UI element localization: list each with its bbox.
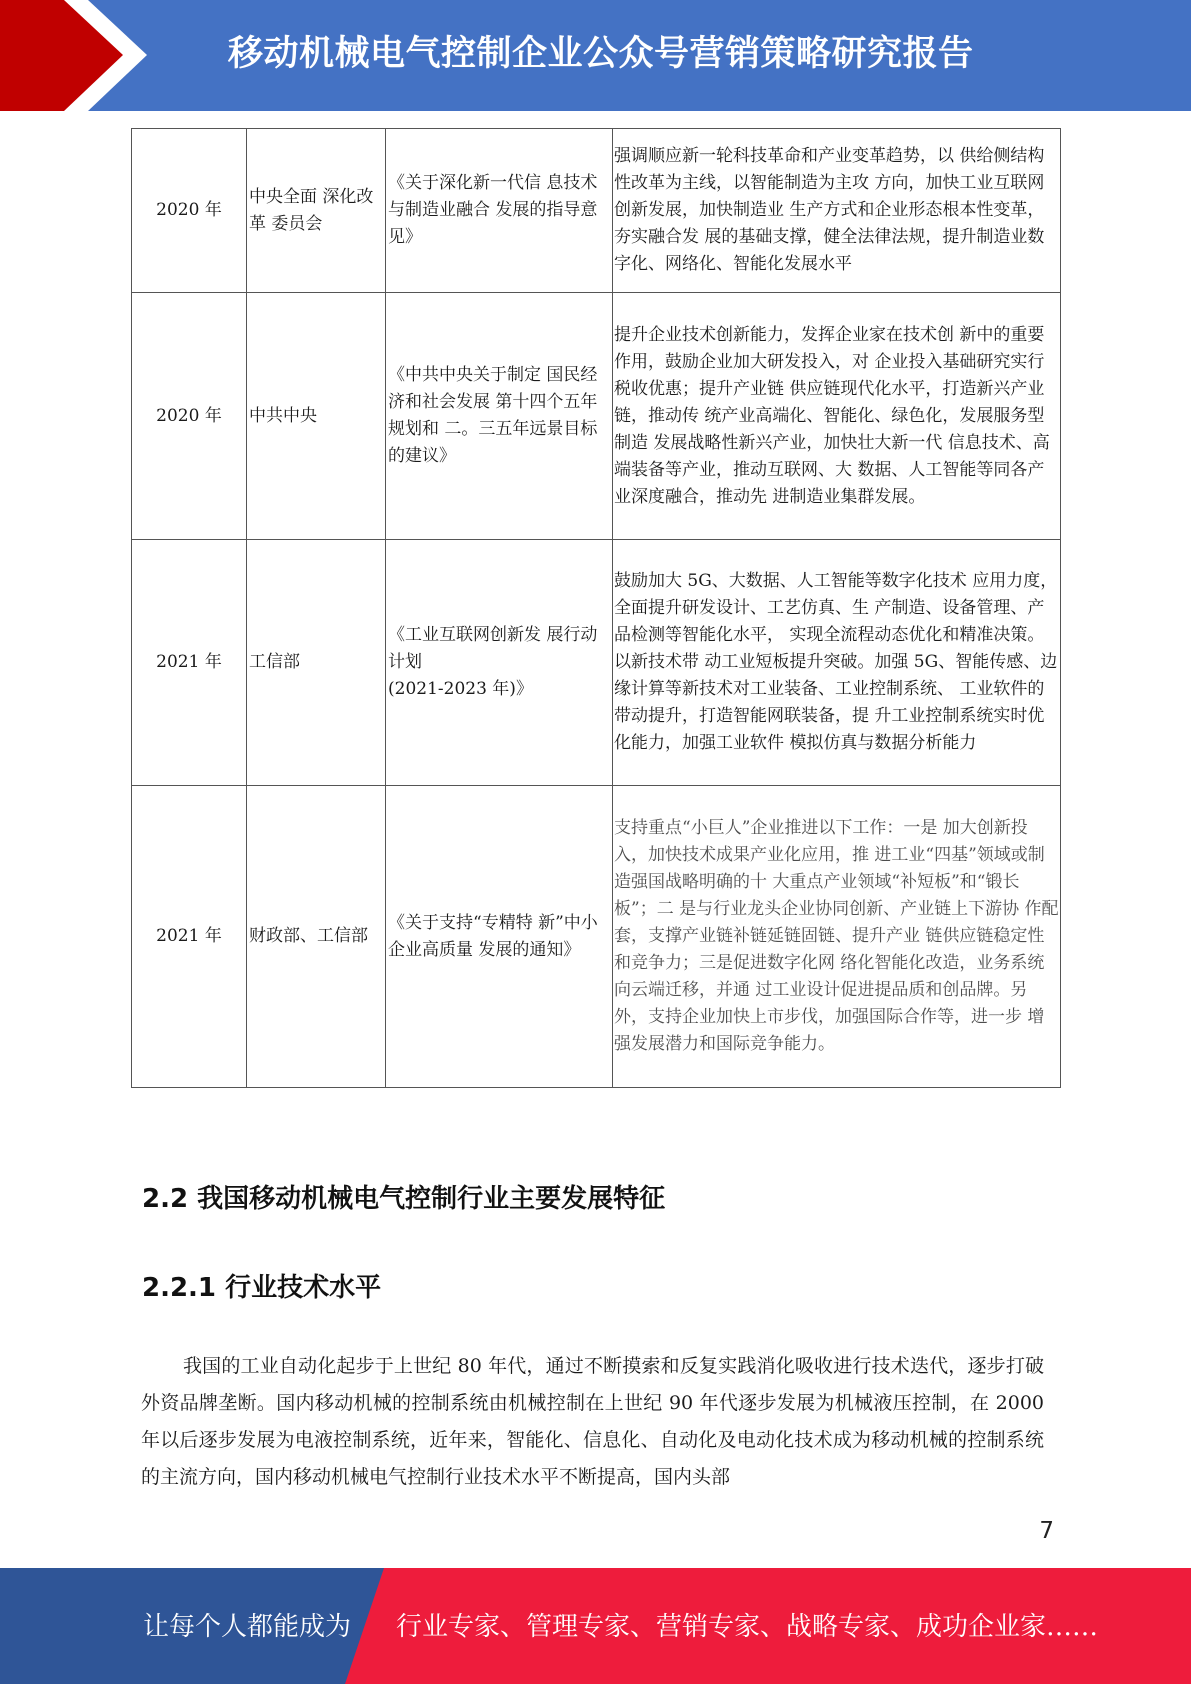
policy-year: 2020 年 — [132, 129, 247, 293]
policy-year: 2021 年 — [132, 786, 247, 1088]
policy-document: 《关于支持“专精特 新”中小企业高质量 发展的通知》 — [386, 786, 613, 1088]
policy-issuer: 中共中央 — [247, 293, 386, 540]
report-title: 移动机械电气控制企业公众号营销策略研究报告 — [228, 34, 974, 74]
policy-issuer: 中央全面 深化改革 委员会 — [247, 129, 386, 293]
policy-table — [131, 128, 1061, 1088]
policy-content: 支持重点“小巨人”企业推进以下工作：一是 加大创新投入，加快技术成果产业化应用，推 进工业“四基”领域或制造强国战略明确的十 大重点产业领域“补短板”和“锻长板”；二 是与行业龙头企业协同创新、产业链上下游协 作配套，支撑产业链补链延链固链、提升产业 链供应链稳定性和竞争力；三是促进数字化网 络化智能化改造，业务系统向云端迁移，并通 过工业设计促进提品质和创品牌。另外，支持企业加快上市步伐，加强国际合作等，进一步 增强发展潜力和国际竞争能力。 — [613, 786, 1061, 1088]
policy-year: 2021 年 — [132, 540, 247, 786]
policy-document: 《中共中央关于制定 国民经济和社会发展 第十四个五年规划和 二。三五年远景目标 的建议》 — [386, 293, 613, 540]
policy-issuer: 财政部、工信部 — [247, 786, 386, 1088]
policy-document: 《工业互联网创新发 展行动计划 (2021-2023 年)》 — [386, 540, 613, 786]
policy-issuer: 工信部 — [247, 540, 386, 786]
report-header-band — [0, 0, 1191, 111]
table-row — [132, 786, 1061, 1088]
policy-document: 《关于深化新一代信 息技术与制造业融合 发展的指导意见》 — [386, 129, 613, 293]
policy-content: 鼓励加大 5G、大数据、人工智能等数字化技术 应用力度，全面提升研发设计、工艺仿真、生 产制造、设备管理、产品检测等智能化水平， 实现全流程动态优化和精准决策。以新技术带 动工业短板提升突破。加强 5G、智能传感、边 缘计算等新技术对工业装备、工业控制系统、 工业软件的带动提升，打造智能网联装备，提 升工业控制系统实时优化能力，加强工业软件 模拟仿真与数据分析能力 — [613, 540, 1061, 786]
footer-band — [0, 1568, 1191, 1684]
body-paragraph: 我国的工业自动化起步于上世纪 80 年代，通过不断摸索和反复实践消化吸收进行技术迭代，逐步打破外资品牌垄断。国内移动机械的控制系统由机械控制在上世纪 90 年代逐步发展为机械液压控制，在 2000 年以后逐步发展为电液控制系统，近年来，智能化、信息化、自动化及电动化技术成为移动机械的控制系统的主流方向，国内移动机械电气控制行业技术水平不断提高，国内头部 — [141, 1355, 1044, 1488]
table-row — [132, 293, 1061, 540]
footer-slogan-right: 行业专家、管理专家、营销专家、战略专家、成功企业家…… — [396, 1612, 1099, 1642]
page-number: 7 — [1039, 1518, 1054, 1544]
policy-content: 强调顺应新一轮科技革命和产业变革趋势，以 供给侧结构性改革为主线，以智能制造为主攻 方向，加快工业互联网创新发展，加快制造业 生产方式和企业形态根本性变革，夯实融合发 展的基础支撑，健全法律法规，提升制造业数 字化、网络化、智能化发展水平 — [613, 129, 1061, 293]
footer-slogan-left: 让每个人都能成为 — [143, 1612, 352, 1642]
policy-year: 2020 年 — [132, 293, 247, 540]
table-row — [132, 129, 1061, 293]
red-arrow-decoration — [0, 0, 160, 111]
section-heading: 2.2 我国移动机械电气控制行业主要发展特征 — [142, 1184, 666, 1214]
table-row — [132, 540, 1061, 786]
subsection-heading: 2.2.1 行业技术水平 — [142, 1273, 382, 1303]
policy-content: 提升企业技术创新能力，发挥企业家在技术创 新中的重要作用，鼓励企业加大研发投入，对 企业投入基础研究实行税收优惠；提升产业链 供应链现代化水平，打造新兴产业链，推动传 统产业高端化、智能化、绿色化，发展服务型 制造 发展战略性新兴产业，加快壮大新一代 信息技术、高端装备等产业，推动互联网、大 数据、人工智能等同各产业深度融合，推动先 进制造业集群发展。 — [613, 293, 1061, 540]
